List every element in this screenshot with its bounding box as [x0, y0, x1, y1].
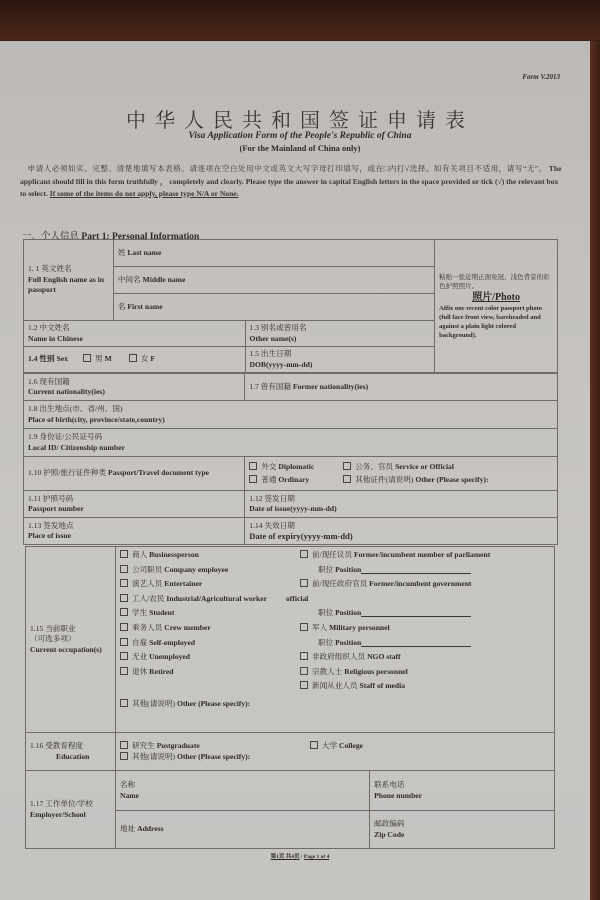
- government-official-continued: official: [286, 593, 309, 603]
- occupation-military-checkbox[interactable]: 军人 Military personnel: [300, 623, 550, 638]
- instructions-na-note: If some of the items do not apply, please type N/A or None.: [49, 189, 239, 198]
- last-name-field[interactable]: 姓 Last name: [113, 240, 434, 267]
- footer-cn: 第1页 共4页: [270, 854, 300, 860]
- education-college-checkbox[interactable]: 大学 College: [310, 741, 363, 750]
- occupation-self-employed-checkbox[interactable]: 自雇 Self-employed: [120, 638, 298, 653]
- occupation-other-checkbox[interactable]: 其他(请说明) Other (Please specify):: [120, 699, 298, 714]
- photo-note-cn: 粘贴一张近期正面免冠、浅色背景的彩色护照照片。: [439, 273, 550, 290]
- occupation-government-official-checkbox[interactable]: 前/现任政府官员 Former/incumbent government: [300, 579, 550, 594]
- checkbox-icon: [300, 550, 308, 558]
- checkbox-icon: [300, 652, 308, 660]
- parliament-position-field[interactable]: 职位 Position: [300, 565, 550, 580]
- photo-title: 照片/Photo: [472, 291, 520, 303]
- checkbox-icon: [120, 623, 128, 631]
- occupation-student-checkbox[interactable]: 学生 Student: [120, 608, 298, 623]
- title-chinese: 中华人民共和国签证申请表: [126, 110, 474, 132]
- photo-box[interactable]: [435, 240, 558, 373]
- doc-type-service-checkbox[interactable]: 公务、官员 Service or Official: [343, 462, 454, 471]
- government-position-field[interactable]: 职位 Position: [300, 608, 550, 623]
- checkbox-icon: [129, 354, 137, 362]
- sex-field: 1.4 性别 Sex 男 M 女 F: [24, 347, 246, 373]
- passport-number-field[interactable]: 1.11 护照号码 Passport number: [24, 491, 245, 518]
- checkbox-icon: [120, 579, 128, 587]
- doc-type-other-checkbox[interactable]: 其他证件(请说明) Other (Please specify):: [343, 475, 488, 484]
- title-subtitle: (For the Mainland of China only): [239, 143, 361, 153]
- occupation-businessperson-checkbox[interactable]: 商人 Businessperson: [120, 550, 298, 565]
- occupation-retired-checkbox[interactable]: 退休 Retired: [120, 667, 298, 682]
- occupation-religious-checkbox[interactable]: 宗教人士 Religious personnel: [300, 667, 550, 682]
- occupation-industrial-worker-checkbox[interactable]: 工人/农民 Industrial/Agricultural worker: [120, 594, 298, 609]
- doc-type-ordinary-checkbox[interactable]: 普通 Ordinary: [249, 475, 341, 486]
- place-of-birth-field[interactable]: 1.8 出生地点(市、省/州、国) Place of birth(city, province/state,country): [24, 401, 558, 429]
- current-nationality-field[interactable]: 1.6 现有国籍 Current nationality(ies): [24, 374, 245, 401]
- occupation-label: 1.15 当前职业 （可选多项） Current occupation(s): [26, 547, 116, 733]
- middle-name-field[interactable]: 中间名 Middle name: [113, 267, 434, 294]
- checkbox-icon: [300, 579, 308, 587]
- checkbox-icon: [120, 594, 128, 602]
- education-label: 1.16 受教育程度 Education: [26, 733, 116, 771]
- full-english-name-label: 1. 1 英文姓名 Full English name as in passport: [24, 240, 114, 321]
- personal-info-table-bottom: [25, 546, 555, 849]
- date-of-expiry-field[interactable]: 1.14 失效日期 Date of expiry(yyyy-mm-dd): [245, 518, 558, 545]
- former-nationality-field[interactable]: 1.7 曾有国籍 Former nationality(ies): [245, 374, 558, 401]
- checkbox-icon: [249, 475, 257, 483]
- instructions-en: The applicant should fill in this form truthfully ， completely and clearly. Please type the answer in capital English letters in the space provided or tick (√) the relevant box to select.: [20, 164, 562, 198]
- checkbox-icon: [120, 652, 128, 660]
- employer-phone-field[interactable]: 联系电话 Phone number: [370, 771, 555, 811]
- occupation-unemployed-checkbox[interactable]: 无业 Unemployed: [120, 652, 298, 667]
- checkbox-icon: [83, 354, 91, 362]
- page-footer: 第1页 共4页 / Page 1 of 4: [270, 854, 330, 860]
- place-of-issue-field[interactable]: 1.13 签发地点 Place of issue: [24, 518, 245, 545]
- checkbox-icon: [300, 623, 308, 631]
- other-names-field[interactable]: 1.3 别名或曾用名 Other name(s): [245, 321, 435, 347]
- checkbox-icon: [120, 667, 128, 675]
- checkbox-icon: [300, 681, 308, 689]
- employer-label: 1.17 工作单位/学校 Employer/School: [26, 771, 116, 849]
- military-position-field[interactable]: 职位 Position: [300, 638, 550, 653]
- dob-field[interactable]: 1.5 出生日期 DOB(yyyy-mm-dd): [245, 347, 435, 373]
- employer-name-field[interactable]: 名称 Name: [116, 771, 370, 811]
- desk-background: [0, 0, 600, 40]
- instructions-cn: 申请人必须如实、完整、清楚地填写本表格。请逐项在空白处用中文或英文大写字母打印填写，或在□内打√选择。如有关项目不适用，请写“无”。: [27, 164, 547, 173]
- personal-info-table-middle: [23, 373, 558, 545]
- instructions: [20, 163, 565, 201]
- first-name-field[interactable]: 名 First name: [113, 294, 434, 321]
- travel-document-type-label: 1.10 护照/旅行证件种类 Passport/Travel document type: [24, 457, 245, 491]
- checkbox-icon: [120, 741, 128, 749]
- personal-info-table-top: [23, 239, 558, 373]
- local-id-field[interactable]: 1.9 身份证/公民证号码 Local ID/ Citizenship number: [24, 429, 558, 457]
- occupation-parliament-checkbox[interactable]: 前/现任议员 Former/incumbent member of parliament: [300, 550, 550, 565]
- education-postgraduate-checkbox[interactable]: 研究生 Postgraduate: [120, 741, 308, 752]
- checkbox-icon: [120, 699, 128, 707]
- photo-note-en: Affix one recent color passport photo (full face front view, bareheaded and against a plain light colored background).: [439, 304, 543, 339]
- occupation-options: [116, 547, 555, 733]
- occupation-entertainer-checkbox[interactable]: 演艺人员 Entertainer: [120, 579, 298, 594]
- title-english: Visa Application Form of the People's Republic of China: [188, 131, 412, 141]
- date-of-issue-field[interactable]: 1.12 签发日期 Date of issue(yyyy-mm-dd): [245, 491, 558, 518]
- checkbox-icon: [343, 462, 351, 470]
- checkbox-icon: [300, 667, 308, 675]
- checkbox-icon: [120, 752, 128, 760]
- form-id: Form V.2013: [522, 73, 560, 81]
- checkbox-icon: [249, 462, 257, 470]
- travel-document-type-options: [245, 457, 558, 491]
- occupation-company-employee-checkbox[interactable]: 公司职员 Company employee: [120, 565, 298, 580]
- section-title-en: Part 1: Personal Information: [81, 232, 200, 242]
- employer-address-field[interactable]: 地址 Address: [116, 811, 370, 849]
- checkbox-icon: [310, 741, 318, 749]
- section-title-cn: 一、个人信息: [22, 232, 80, 242]
- checkbox-icon: [120, 550, 128, 558]
- footer-en: Page 1 of 4: [303, 854, 330, 860]
- occupation-ngo-checkbox[interactable]: 非政府组织人员 NGO staff: [300, 652, 550, 667]
- employer-zip-field[interactable]: 邮政编码 Zip Code: [370, 811, 555, 849]
- checkbox-icon: [120, 638, 128, 646]
- name-in-chinese-field[interactable]: 1.2 中文姓名 Name in Chinese: [24, 321, 246, 347]
- occupation-crew-member-checkbox[interactable]: 乘务人员 Crew member: [120, 623, 298, 638]
- education-other-checkbox[interactable]: 其他(请说明) Other (Please specify):: [120, 752, 550, 763]
- sex-female-checkbox[interactable]: 女 F: [129, 354, 155, 363]
- sex-male-checkbox[interactable]: 男 M: [83, 354, 112, 363]
- education-options: [116, 733, 555, 771]
- checkbox-icon: [120, 565, 128, 573]
- occupation-media-checkbox[interactable]: 新闻从业人员 Staff of media: [300, 681, 550, 696]
- desk-edge: [590, 41, 600, 900]
- checkbox-icon: [120, 608, 128, 616]
- doc-type-diplomatic-checkbox[interactable]: 外交 Diplomatic: [249, 462, 341, 473]
- checkbox-icon: [343, 475, 351, 483]
